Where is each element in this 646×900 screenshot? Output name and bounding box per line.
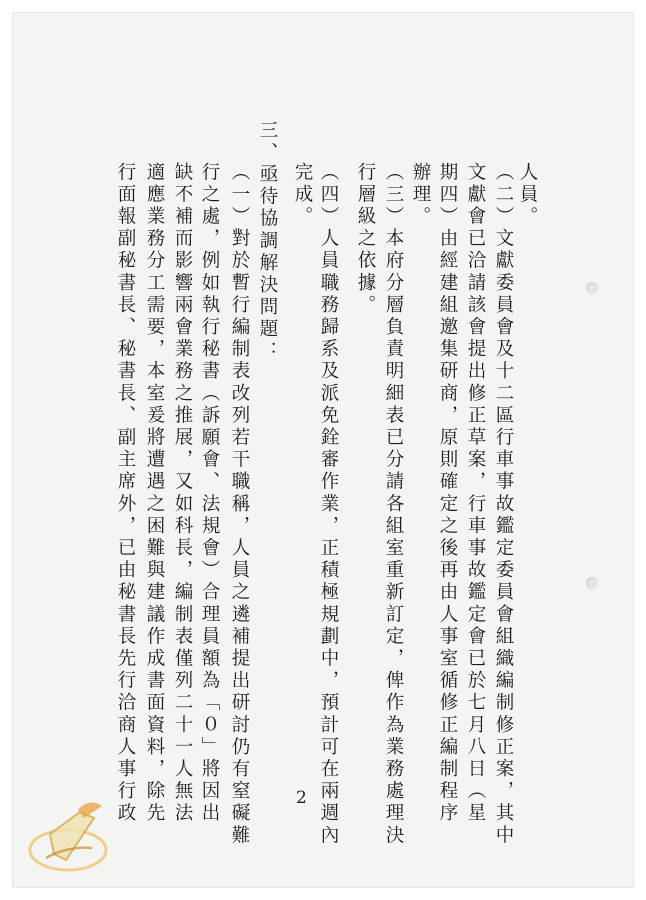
text-column: 適應業務分工需要，本室爰將遭遇之困難與建議作成書面資料，除先 [144, 162, 165, 825]
text-column: （二）文獻委員會及十二區行車事故鑑定委員會組織編制修正案，其中 [493, 162, 514, 848]
binding-hole [586, 282, 598, 294]
text-column: 完成。 [292, 162, 313, 229]
text-column: 期四）由經建組邀集研商，原則確定之後再由人事室循修正編制程序 [437, 162, 458, 825]
text-column: （三）本府分層負責明細表已分請各組室重新訂定，俾作為業務處理決 [383, 162, 404, 848]
text-column: （一）對於暫行編制表改列若干職稱，人員之遴補提出研討仍有窒礙難 [229, 162, 250, 848]
text-column: 行面報副秘書長、秘書長、副主席外，已由秘書長先行洽商人事行政 [115, 162, 136, 825]
text-column: 辦理。 [410, 162, 431, 229]
archive-emblem-icon [20, 792, 120, 882]
page-number: 2 [296, 788, 307, 808]
text-column: 文獻會已洽請該會提出修正草案，行車事故鑑定會已於七月八日（星 [465, 162, 486, 825]
text-column: 人員。 [517, 162, 538, 229]
binding-hole [586, 577, 598, 589]
text-column: 缺不補而影響兩會業務之推展，又如科長，編制表僅列二十一人無法 [172, 162, 193, 825]
text-column: 行層級之依據。 [355, 162, 376, 317]
text-column: （四）人員職務歸系及派免銓審作業，正積極規劃中，預計可在兩週內 [318, 162, 339, 848]
section-heading: 三、亟待協調解決問題： [257, 120, 278, 364]
text-column: 行之處，例如執行秘書（訴願會、法規會）合理員額為「０」將因出 [199, 162, 220, 825]
